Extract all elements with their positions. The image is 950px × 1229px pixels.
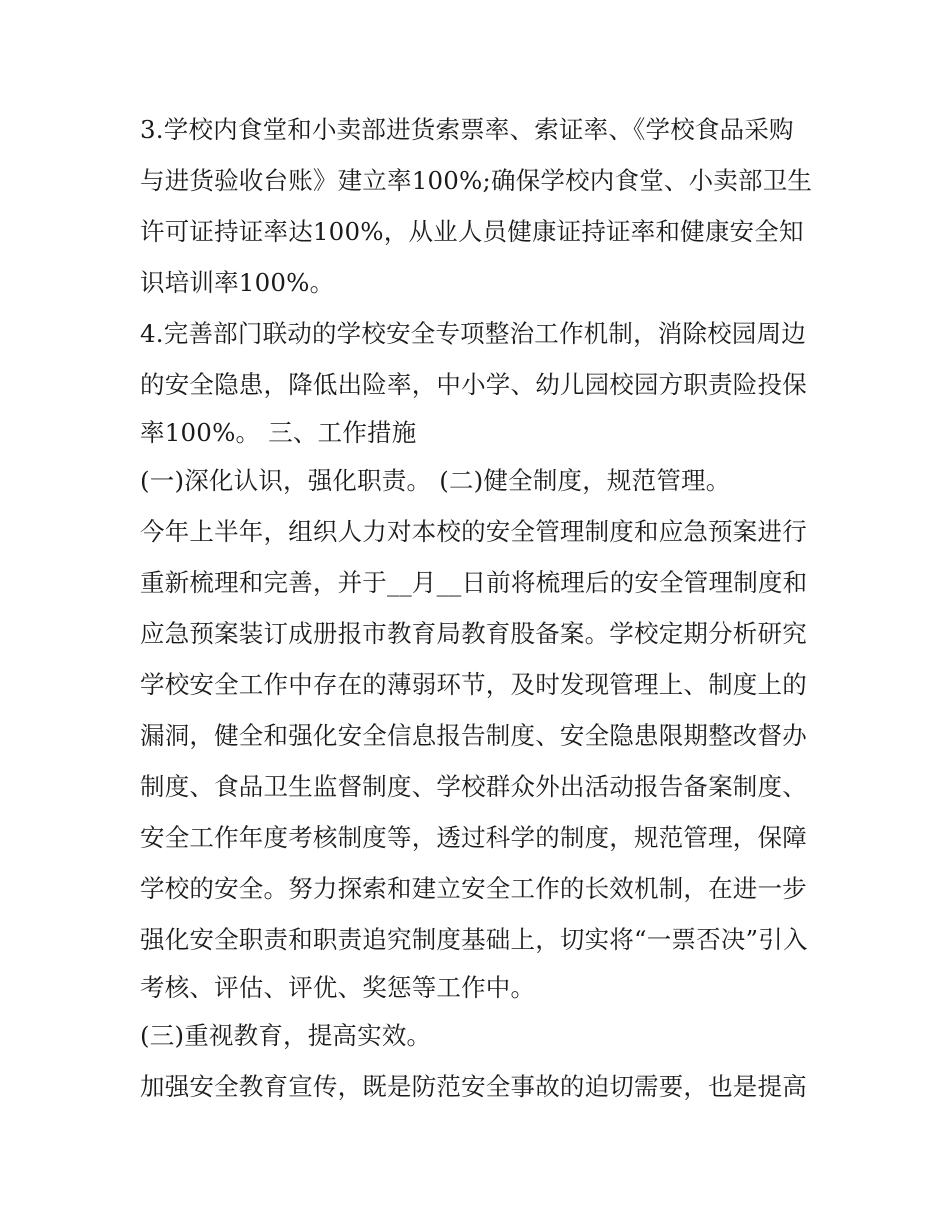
- text-line: 许可证持证率达100%，从业人员健康证持证率和健康安全知: [140, 217, 804, 246]
- text-line: 漏洞，健全和强化安全信息报告制度、安全隐患限期整改督办: [140, 721, 807, 750]
- text-line: 考核、评估、评优、奖惩等工作中。: [140, 973, 536, 1002]
- text-line: 4.完善部门联动的学校安全专项整治工作机制，消除校园周边: [140, 319, 806, 348]
- text-line: 学校安全工作中存在的薄弱环节，及时发现管理上、制度上的: [140, 670, 807, 699]
- text-line: 率100%。 三、工作措施: [140, 418, 417, 447]
- text-line: 加强安全教育宣传，既是防范安全事故的迫切需要，也是提高: [140, 1072, 807, 1101]
- document-body: [140, 104, 816, 1112]
- text-line: 强化安全职责和职责追究制度基础上，切实将“一票否决”引入: [140, 925, 808, 954]
- text-line: 重新梳理和完善，并于__月__日前将梳理后的安全管理制度和: [140, 568, 808, 597]
- text-line: 学校的安全。努力探索和建立安全工作的长效机制，在进一步: [140, 874, 807, 903]
- text-line: 的安全隐患，降低出险率，中小学、幼儿园校园方职责险投保: [140, 370, 807, 399]
- text-line: 安全工作年度考核制度等，透过科学的制度，规范管理，保障: [140, 823, 807, 852]
- text-line: 制度、食品卫生监督制度、学校群众外出活动报告备案制度、: [140, 772, 807, 801]
- text-line: 3.学校内食堂和小卖部进货索票率、索证率、《学校食品采购: [140, 115, 794, 144]
- text-line: 与进货验收台账》建立率100%;确保学校内食堂、小卖部卫生: [140, 166, 813, 195]
- text-line: (一)深化认识，强化职责。 (二)健全制度，规范管理。: [140, 466, 731, 495]
- text-line: 应急预案装订成册报市教育局教育股备案。学校定期分析研究: [140, 619, 807, 648]
- text-line: 今年上半年，组织人力对本校的安全管理制度和应急预案进行: [140, 517, 807, 546]
- text-line: 识培训率100%。: [140, 268, 335, 297]
- text-line: (三)重视教育，提高实效。: [140, 1021, 432, 1050]
